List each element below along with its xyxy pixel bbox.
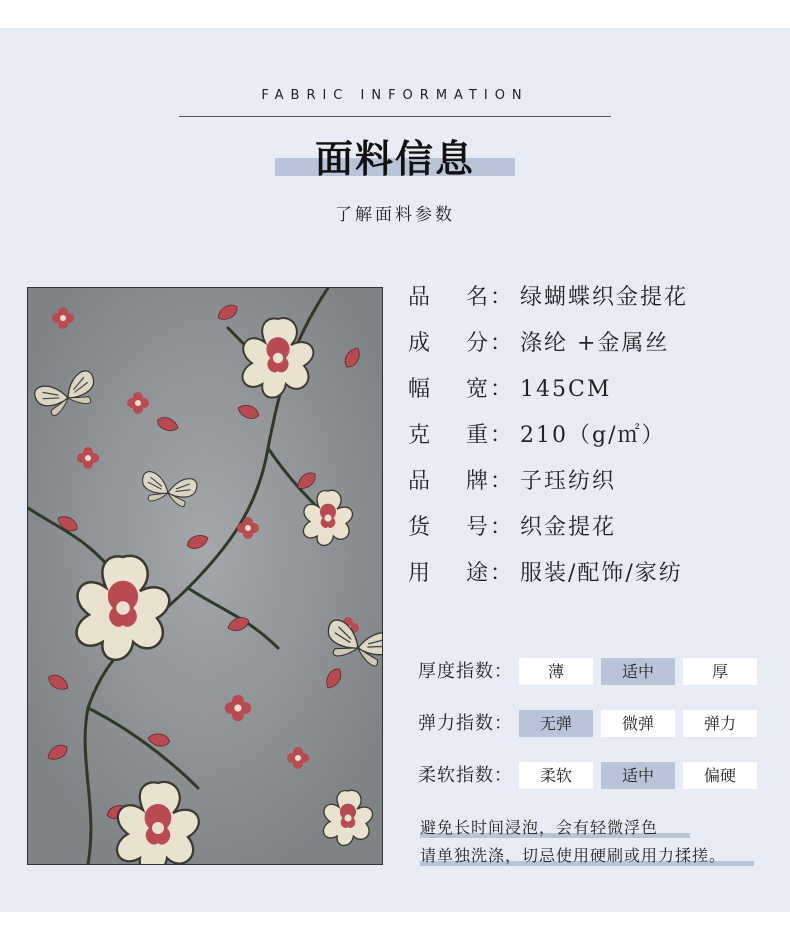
- care-note-line-1: [420, 815, 658, 838]
- scale-label: 柔软指数：: [418, 765, 513, 786]
- spec-label-a: 克: [408, 423, 433, 448]
- spec-value: 子珏纺织: [520, 469, 617, 494]
- scale-option-soft: 柔软: [519, 762, 593, 789]
- scale-label: 厚度指数：: [418, 661, 513, 682]
- scale-option-stretch: 弹力: [683, 710, 757, 737]
- page-title: 面料信息: [314, 137, 475, 181]
- spec-value: 涤纶 +金属丝: [520, 331, 670, 356]
- spec-label-b: 分：: [466, 331, 515, 356]
- spec-label-b: 宽：: [466, 377, 515, 402]
- spec-label-b: 重：: [466, 423, 515, 448]
- spec-label-b: 牌：: [466, 469, 515, 494]
- spec-label-a: 用: [408, 561, 433, 586]
- spec-label-b: 号：: [466, 515, 515, 540]
- spec-label-b: 途：: [466, 561, 515, 586]
- scale-option-medium: 适中: [601, 762, 675, 789]
- spec-value: 服装/配饰/家纺: [520, 561, 683, 586]
- spec-row-weight: [408, 420, 778, 466]
- section-eyebrow: FABRIC INFORMATION: [261, 88, 529, 103]
- spec-row-name: [408, 282, 778, 328]
- elasticity-scale: [418, 710, 778, 740]
- spec-label-a: 品: [408, 469, 433, 494]
- spec-row-width: [408, 374, 778, 420]
- fabric-pattern-illustration: [28, 288, 382, 864]
- spec-label-b: 名：: [466, 285, 515, 310]
- spec-value: 210（g/㎡）: [520, 423, 666, 448]
- care-note-line-2: [420, 843, 726, 866]
- spec-label-a: 品: [408, 285, 433, 310]
- page-subtitle: 了解面料参数: [335, 205, 455, 225]
- scale-label: 弹力指数：: [418, 713, 513, 734]
- scale-option-thick: 厚: [683, 658, 757, 685]
- spec-label-a: 货: [408, 515, 433, 540]
- divider-line: [179, 116, 611, 117]
- care-note-text: 避免长时间浸泡，会有轻微浮色: [420, 818, 659, 837]
- spec-row-composition: [408, 328, 778, 374]
- spec-label-a: 幅: [408, 377, 433, 402]
- spec-value: 绿蝴蝶织金提花: [520, 285, 689, 310]
- spec-row-usage: [408, 558, 778, 604]
- scale-option-firm: 偏硬: [683, 762, 757, 789]
- scale-option-thin: 薄: [519, 658, 593, 685]
- scale-option-slight-stretch: 微弹: [601, 710, 675, 737]
- scale-option-no-stretch: 无弹: [519, 710, 593, 737]
- spec-value: 145CM: [520, 377, 612, 402]
- care-note-text: 请单独洗涤，切忌使用硬刷或用力揉搓。: [420, 846, 727, 865]
- thickness-scale: [418, 658, 778, 688]
- scale-option-medium: 适中: [601, 658, 675, 685]
- spec-row-item-no: [408, 512, 778, 558]
- spec-row-brand: [408, 466, 778, 512]
- spec-label-a: 成: [408, 331, 433, 356]
- fabric-photo: [27, 287, 383, 865]
- softness-scale: [418, 762, 778, 792]
- spec-list: [408, 282, 778, 604]
- spec-value: 织金提花: [520, 515, 617, 540]
